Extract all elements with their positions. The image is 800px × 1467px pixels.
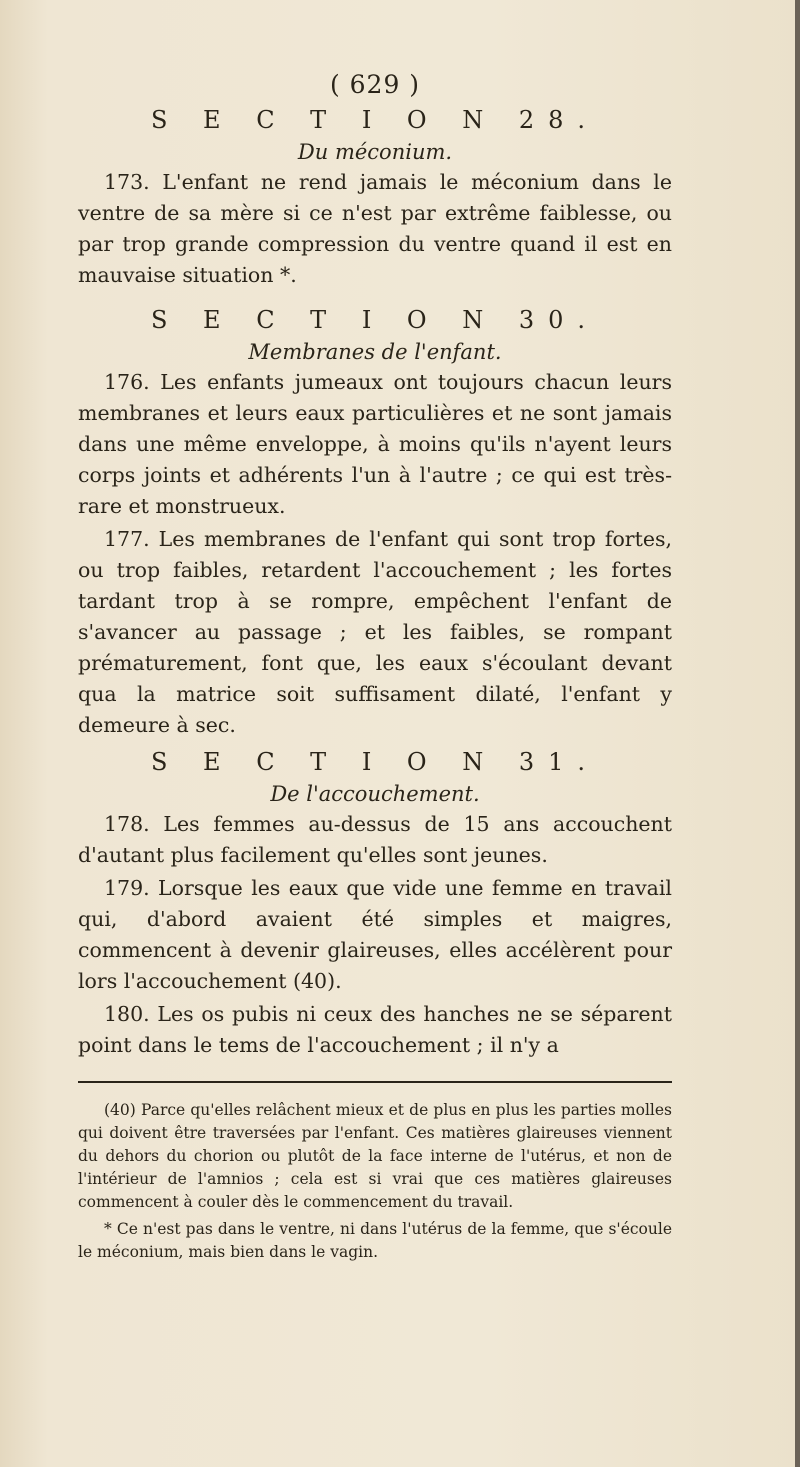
footnote-divider [78,1081,672,1083]
footnote-40: (40) Parce qu'elles relâchent mieux et de plus en plus les parties molles qui doivent être traversées par l'enfant. Ces matières glaireuses viennent du dehors du chorion ou plutôt de la face interne de l'utérus, et non de l'intérieur de l'amnios ; cela est si vrai que ces matières glaireuses commencent à couler dès le commencement du travail. [78,1101,672,1211]
section-title: S E C T I O N 31. [150,748,600,776]
section-31 [78,745,672,1061]
section-title: S E C T I O N 28. [150,106,600,134]
paragraph: 176. Les enfants jumeaux ont toujours chacun leurs membranes et leurs eaux particulières et ne sont jamais dans une même enveloppe, à moins qu'ils n'ayent leurs corps joints et adhérents l'un à l'autre ; ce qui est très-rare et monstrueux. [78,370,672,518]
paragraph: 178. Les femmes au-dessus de 15 ans accouchent d'autant plus facilement qu'elles sont jeunes. [78,812,672,867]
section-subtitle: Du méconium. [297,140,453,164]
page-edge [795,0,800,1467]
section-title: S E C T I O N 30. [150,306,600,334]
section-subtitle: De l'accouchement. [270,782,480,806]
section-30 [78,303,672,741]
page-number: ( 629 ) [329,70,421,99]
paragraph: 173. L'enfant ne rend jamais le méconium dans le ventre de sa mère si ce n'est par extrême faiblesse, ou par trop grande compression du ventre quand il est en mauvaise situation *. [78,170,672,287]
paragraph: 180. Les os pubis ni ceux des hanches ne se séparent point dans le tems de l'accouchement ; il n'y a [78,1002,672,1057]
footnote-asterisk: * Ce n'est pas dans le ventre, ni dans l'utérus de la femme, que s'écoule le méconium, mais bien dans le vagin. [78,1220,672,1261]
paragraph: 177. Les membranes de l'enfant qui sont trop fortes, ou trop faibles, retardent l'accouchement ; les fortes tardant trop à se rompre, empêchent l'enfant de s'avancer au passage ; et les faibles, se rompant prématurement, font que, les eaux s'écoulant devant qua la matrice soit suffisament dilaté, l'enfant y demeure à sec. [78,527,672,737]
footnotes [78,1099,672,1264]
page-content [78,70,672,1264]
section-28 [78,103,672,291]
section-subtitle: Membranes de l'enfant. [248,340,502,364]
paragraph: 179. Lorsque les eaux que vide une femme en travail qui, d'abord avaient été simples et maigres, commencent à devenir glaireuses, elles accélèrent pour lors l'accouchement (40). [78,876,672,993]
